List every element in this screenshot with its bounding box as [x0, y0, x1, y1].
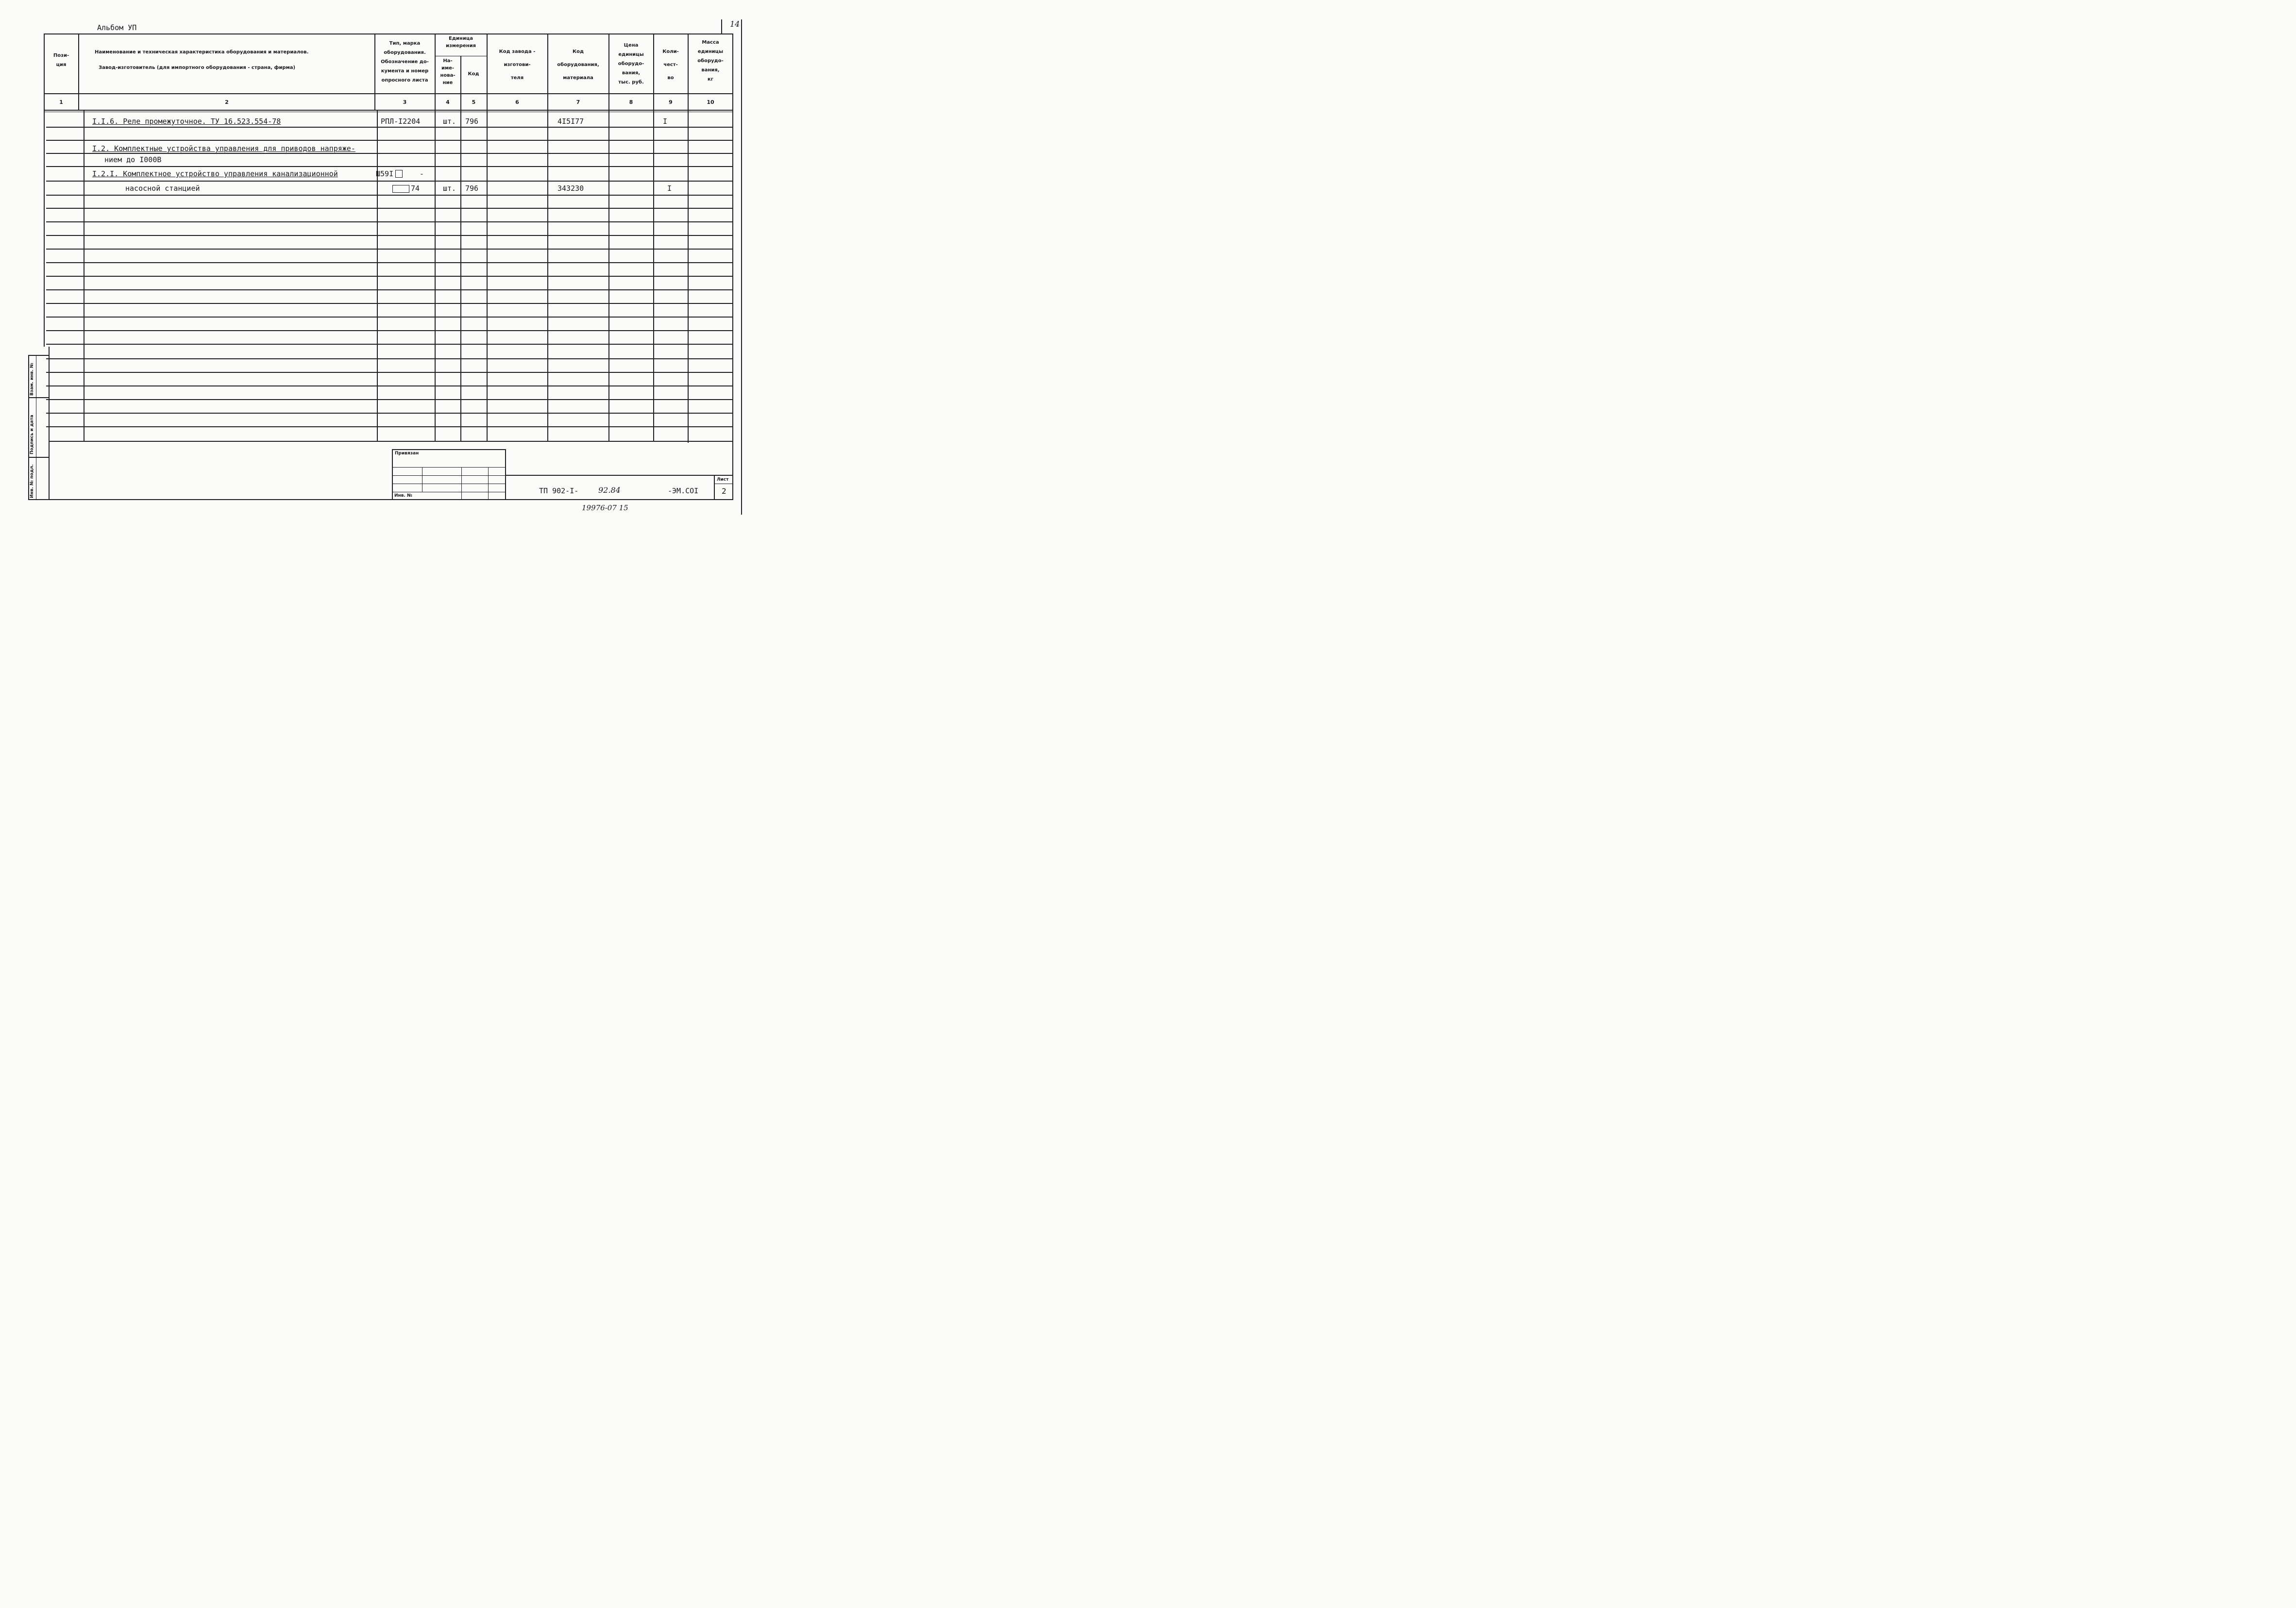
row-1-type: РПЛ-I2204 — [381, 117, 421, 126]
column-number-2: 2 — [225, 99, 229, 105]
column-number-7: 7 — [576, 99, 580, 105]
column-number-9: 9 — [669, 99, 673, 105]
table-rule — [46, 153, 732, 154]
footer-handwritten-number: 19976-07 15 — [582, 503, 628, 512]
row-1-name: I.I.6. Реле промежуточное. ТУ 16.523.554-78 — [92, 117, 281, 126]
row-4-name: насосной станцией — [125, 184, 200, 193]
side-label-inv: Инв. № подл. — [30, 464, 34, 498]
column-number-6: 6 — [515, 99, 519, 105]
header-position: Пози- ция — [53, 53, 69, 67]
table-rule — [46, 344, 732, 345]
row-3-type-dash: - — [420, 169, 424, 178]
table-rule — [46, 276, 732, 277]
table-rule — [46, 303, 732, 304]
stamp-inv-label: Инв. № — [394, 493, 412, 498]
column-number-8: 8 — [629, 99, 633, 105]
table-rule — [46, 262, 732, 263]
row-1-unit: шт. — [443, 117, 456, 126]
table-rule — [46, 235, 732, 236]
header-name-line2: Завод-изготовитель (для импортного оборудования - страна, фирма) — [99, 65, 296, 70]
table-rule — [46, 330, 732, 331]
row-1-equipment-code: 4I5I77 — [557, 117, 584, 126]
column-number-1: 1 — [59, 99, 63, 105]
header-mass: Масса единицы оборудо- вания, кг — [697, 40, 724, 82]
table-rule — [46, 426, 732, 427]
header-unit-code: Код — [468, 71, 479, 77]
header-price: Цена единицы оборудо- вания, тыс. руб. — [618, 43, 644, 85]
row-3-name: I.2.I. Комплектное устройство управления канализационной — [92, 169, 338, 178]
table-rule — [46, 413, 732, 414]
table-rule — [46, 181, 732, 182]
right-margin-line — [741, 19, 742, 515]
doc-code-suffix: -ЭМ.СОI — [668, 486, 699, 495]
table-rule — [46, 249, 732, 250]
row-4-equipment-code: 343230 — [557, 184, 584, 193]
header-equipment-code: Код оборудования, материала — [557, 49, 599, 81]
stamp-privyazan-label: Привязан — [395, 451, 419, 456]
table-rule — [46, 358, 732, 359]
row-4-unit: шт. — [443, 184, 456, 193]
column-number-10: 10 — [707, 99, 714, 105]
table-rule — [46, 399, 732, 400]
column-number-4: 4 — [446, 99, 450, 105]
table-rule — [46, 208, 732, 209]
header-unit: Единица измерения — [445, 36, 476, 49]
table-rule — [46, 221, 732, 222]
list-label: Лист — [717, 477, 729, 482]
table-rule — [46, 289, 732, 290]
row-1-quantity: I — [663, 117, 668, 126]
corner-mark — [721, 19, 722, 34]
row-2-name-line2: нием до I000В — [104, 155, 162, 164]
sheet-corner-number: 14 — [730, 19, 740, 29]
header-factory-code: Код завода - изготови- теля — [499, 49, 536, 81]
row-4-type-suffix: 74 — [411, 184, 420, 193]
table-rule — [46, 127, 732, 128]
table-rule — [46, 317, 732, 318]
column-number-3: 3 — [403, 99, 407, 105]
side-label-vzam: Взам. инв. № — [30, 363, 34, 396]
header-unit-name: На- име- нова- ние — [440, 58, 456, 85]
album-title: Альбом УП — [97, 23, 137, 32]
blank-box-icon — [395, 170, 403, 178]
table-rule — [46, 166, 732, 167]
table-rule — [46, 385, 732, 386]
header-quantity: Коли- чест- во — [662, 49, 679, 81]
table-rule — [46, 372, 732, 373]
row-3-type-prefix: Ш59I — [376, 169, 394, 178]
table-rule — [46, 195, 732, 196]
header-type: Тип, марка оборудования. Обозначение до- кумента и номер опросного листа — [381, 41, 429, 83]
blank-box-icon — [392, 185, 409, 193]
row-4-quantity: I — [667, 184, 672, 193]
list-number: 2 — [722, 486, 726, 496]
doc-code-prefix: ТП 902-I- — [539, 486, 579, 495]
column-number-5: 5 — [472, 99, 476, 105]
row-2-name-line1: I.2. Комплектные устройства управления для приводов напряже- — [92, 144, 355, 153]
row-1-unit-code: 796 — [465, 117, 479, 126]
side-label-signature: Подпись и дата — [30, 415, 34, 454]
doc-code-handwritten: 92.84 — [598, 486, 621, 495]
header-name-line1: Наименование и техническая характеристика оборудования и материалов. — [95, 50, 309, 55]
table-rule — [46, 140, 732, 141]
row-4-unit-code: 796 — [465, 184, 479, 193]
